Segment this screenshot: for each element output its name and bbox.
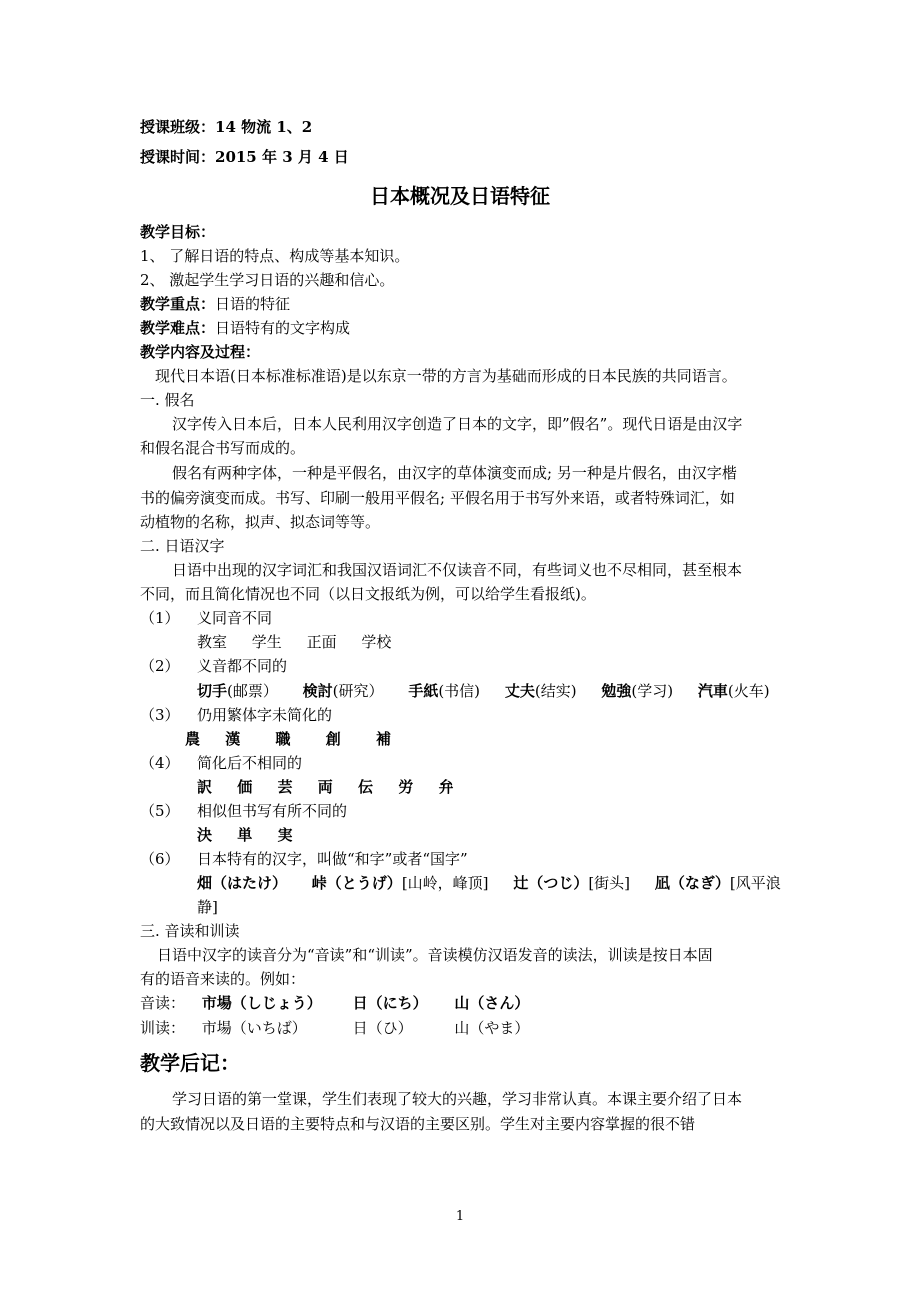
- kanji-char: 訳: [197, 778, 213, 796]
- kanji-char: 芸: [277, 778, 293, 796]
- category-label: 义同音不同: [197, 609, 273, 627]
- cn-meaning: (邮票）: [227, 682, 278, 700]
- paragraph-line: 有的语音来读的。例如：: [140, 970, 306, 988]
- reading-word: 日（にち）: [352, 994, 428, 1012]
- kanji-char: 実: [277, 826, 293, 844]
- kanji-char: 決: [197, 826, 213, 844]
- category-label: 相似但书写有所不同的: [197, 802, 348, 820]
- category-2-pairs: [197, 684, 770, 699]
- kanji-char: 職: [275, 730, 291, 748]
- category-number: （1）: [140, 609, 180, 627]
- kanji-char: 弁: [438, 778, 454, 796]
- cn-meaning: [街头]: [588, 874, 631, 892]
- category-3: [140, 708, 332, 723]
- category-6-wrap: 静]: [197, 898, 218, 916]
- category-3-chars: [185, 732, 391, 747]
- postscript-heading: 教学后记：: [140, 1051, 240, 1075]
- cn-meaning: (研究）: [332, 682, 384, 700]
- category-5: [140, 804, 347, 819]
- kanji-char: 伝: [358, 778, 374, 796]
- section3-heading: 三. 音读和训读: [140, 922, 240, 940]
- jp-word: 検討: [302, 682, 333, 700]
- cn-meaning: (结实): [534, 682, 577, 700]
- category-number: （4）: [140, 754, 180, 772]
- jp-word: 辻（つじ）: [513, 874, 589, 892]
- cn-meaning: (火车): [727, 682, 770, 700]
- jp-word: 丈夫: [504, 682, 535, 700]
- category-label: 仍用繁体字未简化的: [197, 706, 333, 724]
- category-4: [140, 756, 302, 771]
- kun-reading-row: [140, 1021, 529, 1036]
- kanji-char: 価: [237, 778, 253, 796]
- difficulty-line: [140, 321, 350, 336]
- reading-word: 市場（しじょう）: [201, 994, 322, 1012]
- paragraph-line: 学习日语的第一堂课，学生们表现了较大的兴趣，学习非常认真。本课主要介绍了日本: [172, 1090, 743, 1108]
- category-1-words: [197, 635, 391, 650]
- intro-paragraph: 现代日本语(日本标准标准语)是以东京一带的方言为基础而形成的日本民族的共同语言。: [155, 367, 737, 385]
- page-number: 1: [455, 1209, 465, 1224]
- kanji-char: 補: [376, 730, 392, 748]
- category-5-chars: [197, 828, 293, 843]
- jp-word: 手紙: [408, 682, 439, 700]
- kun-label: 训读：: [140, 1019, 186, 1037]
- focus-text: 日语的特征: [215, 295, 291, 313]
- kanji-char: 農: [185, 730, 201, 748]
- objective-item: 2、 激起学生学习日语的兴趣和信心。: [140, 271, 395, 289]
- cn-meaning: (学习): [631, 682, 674, 700]
- on-label: 音读：: [140, 994, 186, 1012]
- paragraph-line: 汉字传入日本后，日本人民利用汉字创造了日本的文字，即”假名”。现代日语是由汉字: [172, 415, 743, 433]
- jp-word: 畑（はたけ）: [197, 874, 288, 892]
- paragraph-line: 动植物的名称，拟声、拟态词等等。: [140, 513, 381, 531]
- cn-meaning: [山岭，峰顶]: [401, 874, 489, 892]
- paragraph-line: 的大致情况以及日语的主要特点和与汉语的主要区别。学生对主要内容掌握的很不错: [140, 1115, 696, 1133]
- word: 学校: [361, 633, 392, 651]
- word: 学生: [251, 633, 282, 651]
- on-reading-row: [140, 996, 529, 1011]
- paragraph-line: 和假名混合书写而成的。: [140, 439, 306, 457]
- page-title: 日本概况及日语特征: [370, 184, 550, 208]
- category-label: 义音都不同的: [197, 657, 288, 675]
- category-label: 简化后不相同的: [197, 754, 303, 772]
- content-heading: 教学内容及过程：: [140, 343, 261, 361]
- reading-word: 日（ひ）: [352, 1019, 413, 1037]
- kanji-char: 創: [325, 730, 341, 748]
- category-label: 日本特有的汉字，叫做“和字”或者“国字”: [197, 850, 468, 868]
- difficulty-label: 教学难点：: [140, 319, 216, 337]
- kanji-char: 両: [317, 778, 333, 796]
- word: 教室: [197, 633, 228, 651]
- time-info: 授课时间：2015 年 3 月 4 日: [140, 148, 349, 166]
- jp-word: 勉強: [601, 682, 632, 700]
- paragraph-line: 假名有两种字体，一种是平假名，由汉字的草体演变而成; 另一种是片假名，由汉字楷: [172, 464, 737, 482]
- category-6-words: [197, 876, 781, 891]
- category-2: [140, 659, 287, 674]
- jp-word: 峠（とうげ）: [311, 874, 402, 892]
- class-info: 授课班级：14 物流 1、2: [140, 118, 313, 136]
- paragraph-line: 日语中汉字的读音分为“音读”和“训读”。音读模仿汉语发音的读法，训读是按日本固: [157, 946, 713, 964]
- jp-word: 切手: [197, 682, 228, 700]
- section1-heading: 一. 假名: [140, 391, 195, 409]
- focus-label: 教学重点：: [140, 295, 216, 313]
- objectives-heading: 教学目标：: [140, 223, 216, 241]
- objective-item: 1、 了解日语的特点、构成等基本知识。: [140, 247, 410, 265]
- jp-word: 凪（なぎ）: [654, 874, 730, 892]
- category-1: [140, 611, 272, 626]
- category-number: （2）: [140, 657, 180, 675]
- reading-word: 山（さん）: [454, 994, 530, 1012]
- kanji-char: 単: [237, 826, 253, 844]
- reading-word: 山（やま）: [454, 1019, 530, 1037]
- category-6: [140, 852, 468, 867]
- category-number: （5）: [140, 802, 180, 820]
- category-4-chars: [197, 780, 454, 795]
- section2-heading: 二. 日语汉字: [140, 537, 225, 555]
- category-number: （6）: [140, 850, 180, 868]
- reading-word: 市場（いちば）: [201, 1019, 307, 1037]
- paragraph-line: 不同，而且简化情况也不同（以日文报纸为例，可以给学生看报纸)。: [140, 585, 596, 603]
- kanji-char: 漢: [225, 730, 241, 748]
- cn-meaning: [风平浪: [729, 874, 781, 892]
- word: 正面: [306, 633, 337, 651]
- category-number: （3）: [140, 706, 180, 724]
- kanji-char: 労: [398, 778, 414, 796]
- jp-word: 汽車: [697, 682, 728, 700]
- paragraph-line: 日语中出现的汉字词汇和我国汉语词汇不仅读音不同，有些词义也不尽相同，甚至根本: [172, 561, 743, 579]
- focus-line: [140, 297, 290, 312]
- difficulty-text: 日语特有的文字构成: [215, 319, 351, 337]
- paragraph-line: 书的偏旁演变而成。书写、印刷一般用平假名; 平假名用于书写外来语，或者特殊词汇，如: [140, 489, 735, 507]
- cn-meaning: (书信): [438, 682, 481, 700]
